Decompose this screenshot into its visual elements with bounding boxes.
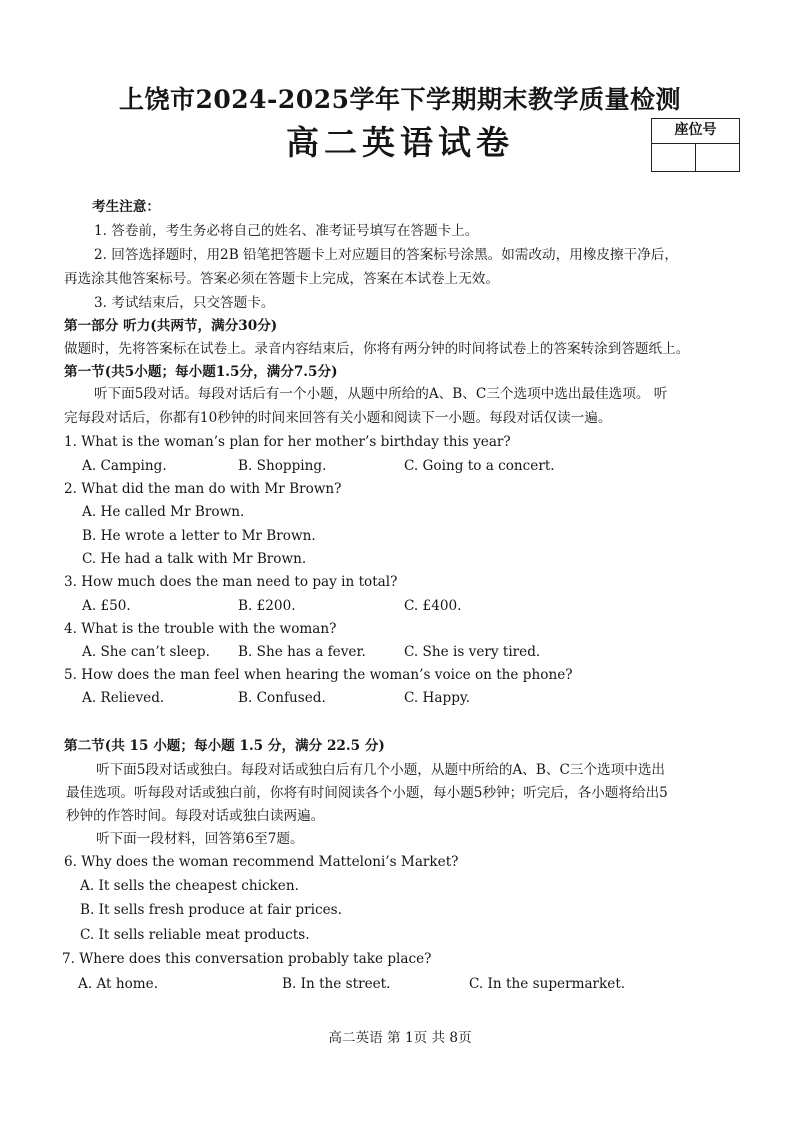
seat-number-cell[interactable] xyxy=(695,144,739,171)
answer-option: B. He wrote a letter to Mr Brown. xyxy=(82,528,316,544)
material-note: 听下面一段材料，回答第6至7题。 xyxy=(96,831,304,847)
section-instruction: 听下面5段对话或独白。每段对话或独白后有几个小题，从题中所给的A、B、C三个选项中选出 xyxy=(96,762,666,778)
answer-option: C. In the supermarket. xyxy=(469,976,626,992)
exam-title: 上饶市2024-2025学年下学期期末教学质量检测 xyxy=(118,85,682,114)
answer-option: A. She can’t sleep. xyxy=(82,644,210,660)
part-instruction: 做题时，先将答案标在试卷上。录音内容结束后，你将有两分钟的时间将试卷上的答案转涂到答题纸上。 xyxy=(64,341,690,357)
answer-option: A. He called Mr Brown. xyxy=(82,504,245,520)
answer-option: A. Camping. xyxy=(82,458,167,474)
answer-option: B. It sells fresh produce at fair prices. xyxy=(80,902,342,918)
section-heading: 第一节(共5小题；每小题1.5分，满分7.5分) xyxy=(64,364,338,380)
notice-item: 1. 答卷前，考生务必将自己的姓名、准考证号填写在答题卡上。 xyxy=(94,223,479,239)
answer-option: B. Shopping. xyxy=(238,458,327,474)
answer-option: B. She has a fever. xyxy=(238,644,366,660)
question-text: 4. What is the trouble with the woman? xyxy=(64,621,337,637)
answer-option: A. It sells the cheapest chicken. xyxy=(80,878,299,894)
seat-number-box xyxy=(651,118,740,172)
answer-option: A. At home. xyxy=(78,976,159,992)
answer-option: C. Going to a concert. xyxy=(404,458,555,474)
answer-option: A. £50. xyxy=(82,598,131,614)
answer-option: C. She is very tired. xyxy=(404,644,541,660)
question-text: 6. Why does the woman recommend Matteloni’s Market? xyxy=(64,854,459,870)
answer-option: C. Happy. xyxy=(404,690,471,706)
question-text: 2. What did the man do with Mr Brown? xyxy=(64,481,342,497)
answer-option: B. Confused. xyxy=(238,690,326,706)
section-instruction: 完每段对话后，你都有10秒钟的时间来回答有关小题和阅读下一小题。每段对话仅读一遍。 xyxy=(64,410,612,426)
notice-heading: 考生注意： xyxy=(92,199,160,215)
question-text: 1. What is the woman’s plan for her mother’s birthday this year? xyxy=(64,434,511,450)
section-heading: 第二节(共 15 小题；每小题 1.5 分，满分 22.5 分) xyxy=(64,738,385,754)
answer-option: A. Relieved. xyxy=(82,690,165,706)
answer-option: C. It sells reliable meat products. xyxy=(80,927,310,943)
question-text: 3. How much does the man need to pay in total? xyxy=(64,574,398,590)
answer-option: B. £200. xyxy=(238,598,296,614)
answer-option: C. He had a talk with Mr Brown. xyxy=(82,551,307,567)
section-instruction: 听下面5段对话。每段对话后有一个小题，从题中所给的A、B、C三个选项中选出最佳选项。 听 xyxy=(94,386,668,402)
answer-option: C. £400. xyxy=(404,598,462,614)
notice-item: 再选涂其他答案标号。答案必须在答题卡上完成，答案在本试卷上无效。 xyxy=(64,271,499,287)
seat-number-label: 座位号 xyxy=(652,119,739,144)
exam-subtitle: 高二英语试卷 xyxy=(286,123,514,162)
notice-item: 3. 考试结束后，只交答题卡。 xyxy=(94,295,275,311)
page-footer: 高二英语 第 1页 共 8页 xyxy=(328,1030,472,1046)
question-text: 7. Where does this conversation probably take place? xyxy=(62,951,432,967)
answer-option: B. In the street. xyxy=(282,976,391,992)
section-instruction: 秒钟的作答时间。每段对话或独白读两遍。 xyxy=(66,808,325,824)
section-instruction: 最佳选项。听每段对话或独白前，你将有时间阅读各个小题，每小题5秒钟；听完后，各小题将给出5 xyxy=(66,785,668,801)
question-text: 5. How does the man feel when hearing the woman’s voice on the phone? xyxy=(64,667,573,683)
part-heading: 第一部分 听力(共两节，满分30分) xyxy=(64,318,278,334)
notice-item: 2. 回答选择题时，用2B 铅笔把答题卡上对应题目的答案标号涂黑。如需改动，用橡皮擦干净后， xyxy=(94,247,678,263)
seat-number-cell[interactable] xyxy=(652,144,695,171)
